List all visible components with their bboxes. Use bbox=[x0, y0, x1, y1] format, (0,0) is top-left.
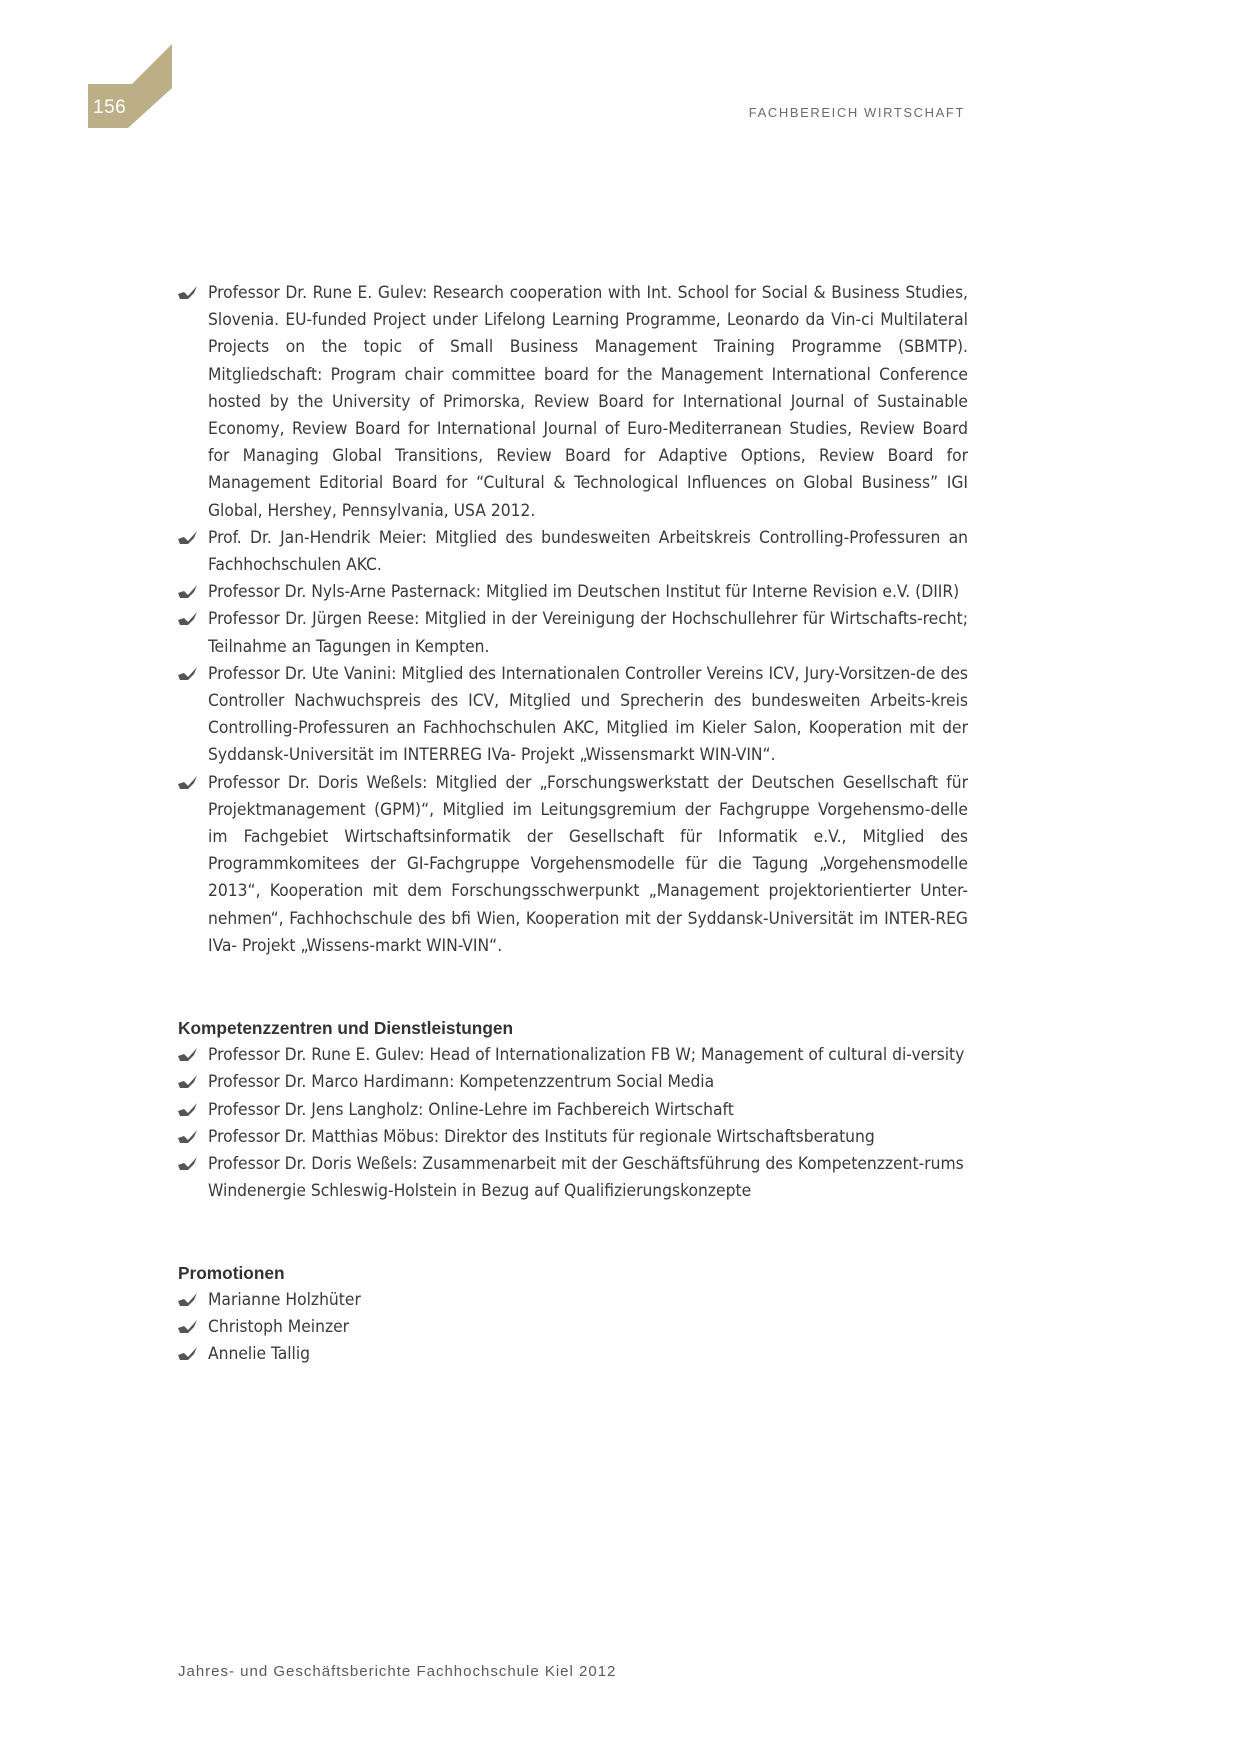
list-item bbox=[178, 1287, 968, 1314]
list-item-text: Annelie Tallig bbox=[208, 1344, 311, 1365]
promotions-list bbox=[178, 1287, 968, 1369]
section-heading-competence: Kompetenzzentren und Dienstleistungen bbox=[178, 1018, 514, 1039]
check-arrow-icon bbox=[178, 1319, 198, 1334]
main-content bbox=[178, 280, 968, 1368]
list-item-text: Professor Dr. Matthias Möbus: Direktor des Instituts für regionale Wirtschaftsberatung bbox=[208, 1126, 875, 1147]
list-item bbox=[178, 1124, 968, 1151]
check-arrow-icon bbox=[178, 1047, 198, 1062]
check-arrow-icon bbox=[178, 530, 198, 545]
check-arrow-icon bbox=[178, 1292, 198, 1307]
check-arrow-icon bbox=[178, 775, 198, 790]
check-arrow-icon bbox=[178, 1074, 198, 1089]
list-item-text: Professor Dr. Rune E. Gulev: Research cooperation with Int. School for Social & Business Studies, Slovenia. EU-funded Project under Lifelong Learning Programme, Leonardo da Vin-ci Multilateral Projects on the topic of Small Business Management Training Programme (SBMTP). Mitgliedschaft: Program chair committee board for the Management International Conference hosted by the University of Primorska, Review Board for International Journal of Sustainable Economy, Review Board for International Journal of Euro-Mediterranean Studies, Review Board for Managing Global Transitions, Review Board for Adaptive Options, Review Board for Management Editorial Board for “Cultural & Technological Influences on Global Business” IGI Global, Hershey, Pennsylvania, USA 2012. bbox=[208, 283, 968, 521]
list-item-text: Professor Dr. Jürgen Reese: Mitglied in der Vereinigung der Hochschullehrer für Wirtschafts-recht; Teilnahme an Tagungen in Kempten. bbox=[208, 609, 968, 657]
page-number: 156 bbox=[93, 97, 127, 118]
competence-list bbox=[178, 1042, 968, 1205]
list-item-text: Professor Dr. Jens Langholz: Online-Lehre im Fachbereich Wirtschaft bbox=[208, 1099, 734, 1120]
page-footer: Jahres- und Geschäftsberichte Fachhochschule Kiel 2012 bbox=[178, 1663, 617, 1680]
running-head: FACHBEREICH WIRTSCHAFT bbox=[748, 105, 965, 120]
section-heading-promotions: Promotionen bbox=[178, 1262, 285, 1283]
list-item-text: Prof. Dr. Jan-Hendrik Meier: Mitglied des bundesweiten Arbeitskreis Controlling-Professuren an Fachhochschulen AKC. bbox=[208, 527, 968, 576]
list-item bbox=[178, 1069, 968, 1096]
list-item bbox=[178, 661, 968, 770]
list-item bbox=[178, 280, 968, 525]
check-arrow-icon bbox=[178, 1102, 198, 1117]
list-item bbox=[178, 1042, 968, 1069]
check-arrow-icon bbox=[178, 1346, 198, 1361]
list-item bbox=[178, 770, 968, 960]
list-item bbox=[178, 1097, 968, 1124]
check-arrow-icon bbox=[178, 1129, 198, 1144]
list-item-text: Marianne Holzhüter bbox=[208, 1289, 361, 1310]
check-arrow-icon bbox=[178, 666, 198, 681]
list-item-text: Professor Dr. Doris Weßels: Zusammenarbeit mit der Geschäftsführung des Kompetenzzent-rums Windenergie Schleswig-Holstein in Bezug auf Qualifizierungskonzepte bbox=[208, 1154, 964, 1202]
check-arrow-icon bbox=[178, 285, 198, 300]
list-item-text: Professor Dr. Rune E. Gulev: Head of Internationalization FB W; Management of cultural di-versity bbox=[208, 1045, 965, 1066]
check-arrow-icon bbox=[178, 1156, 198, 1171]
list-item bbox=[178, 525, 968, 579]
memberships-list bbox=[178, 280, 968, 960]
list-item-text: Christoph Meinzer bbox=[208, 1316, 350, 1337]
list-item bbox=[178, 579, 968, 606]
list-item-text: Professor Dr. Ute Vanini: Mitglied des Internationalen Controller Vereins ICV, Jury-Vorsitzen-de des Controller Nachwuchspreis des ICV, Mitglied und Sprecherin des bundesweiten Arbeits-kreis Controlling-Professuren an Fachhochschulen AKC, Mitglied im Kieler Salon, Kooperation mit der Syddansk-Universität im INTERREG IVa- Projekt „Wissensmarkt WIN-VIN“. bbox=[208, 663, 968, 766]
list-item bbox=[178, 1151, 968, 1205]
check-arrow-icon bbox=[178, 584, 198, 599]
list-item bbox=[178, 606, 968, 660]
list-item bbox=[178, 1341, 968, 1368]
list-item bbox=[178, 1314, 968, 1341]
list-item-text: Professor Dr. Nyls-Arne Pasternack: Mitglied im Deutschen Institut für Interne Revision e.V. (DIIR) bbox=[208, 582, 960, 603]
check-arrow-icon bbox=[178, 611, 198, 626]
list-item-text: Professor Dr. Doris Weßels: Mitglied der „Forschungswerkstatt der Deutschen Gesellschaft für Projektmanagement (GPM)“, Mitglied im Leitungsgremium der Fachgruppe Vorgehensmo-delle im Fachgebiet Wirtschaftsinformatik der Gesellschaft für Informatik e.V., Mitglied des Programmkomitees der GI-Fachgruppe Vorgehensmodelle für die Tagung „Vorgehensmodelle 2013“, Kooperation mit dem Forschungsschwerpunkt „Management projektorientierter Unter-nehmen“, Fachhochschule des bfi Wien, Kooperation mit der Syddansk-Universität im INTER-REG IVa- Projekt „Wissens-markt WIN-VIN“. bbox=[208, 772, 968, 956]
list-item-text: Professor Dr. Marco Hardimann: Kompetenzzentrum Social Media bbox=[208, 1072, 715, 1093]
